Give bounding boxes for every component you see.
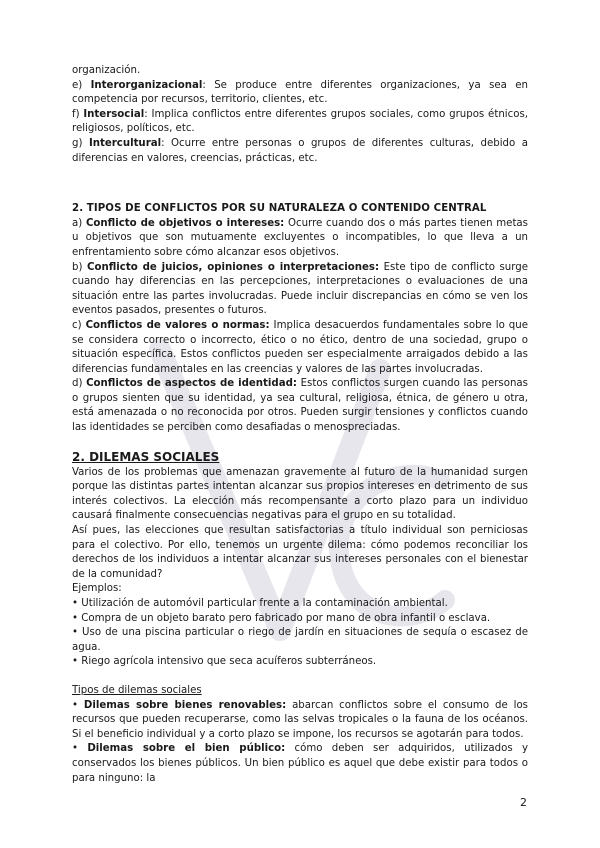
dilemas-paragraph-2: Así pues, las elecciones que resultan satisfactorias a título individual son perniciosas para el colectivo. Por ello, tenemos un urgente dilema: cómo podemos reconciliar los derechos de los individuos a intentar alcanzar sus intereses personales con el bienestar de la comunidad?	[72, 525, 528, 580]
section-heading-tipos: 2. TIPOS DE CONFLICTOS POR SU NATURALEZA O CONTENIDO CENTRAL	[72, 203, 487, 215]
tipos-item-a: a) Conflicto de objetivos o intereses: Ocurre cuando dos o más partes tienen metas u objetivos que son mutuamente excluyentes o incompatibles, lo que lleva a un enfrentamiento sobre cómo alcanzar esos objetivos.	[72, 217, 528, 258]
tipos-item-c: c) Conflictos de valores o normas: Implica desacuerdos fundamentales sobre lo que se considera correcto o incorrecto, ético o no ético, dentro de una sociedad, grupo o situación específica. Estos conflictos pueden ser especialmente arraigados debido a las diferencias fundamentales en las creencias y valores de las partes involucradas.	[72, 319, 528, 375]
page-number: 2	[520, 796, 527, 809]
tipos-dilemas-label: Tipos de dilemas sociales	[72, 684, 202, 696]
dilema-renovables: • Dilemas sobre bienes renovables: abarcan conflictos sobre el consumo de los recursos que pueden recuperarse, como las selvas tropicales o la fauna de los océanos. Si el beneficio individual y a corto plazo se impone, los recursos se agotarán para todos.	[72, 699, 528, 740]
ejemplos-label: Ejemplos:	[72, 583, 122, 595]
tipos-item-b: b) Conflicto de juicios, opiniones o interpretaciones: Este tipo de conflicto surge cuando hay diferencias en las percepciones, interpretaciones o evaluaciones de una situación entre las partes involucradas. Puede incluir discrepancias en cómo se ven los eventos pasados, presentes o futuros.	[72, 261, 528, 317]
list-continuation: organización.	[72, 65, 141, 76]
list-item-e: e) Interorganizacional: Se produce entre diferentes organizaciones, ya sea en competencia por recursos, territorio, clientes, etc.	[72, 79, 529, 106]
tipos-item-d: d) Conflictos de aspectos de identidad: Estos conflictos surgen cuando las personas o grupos sienten que su identidad, ya sea cultural, religiosa, étnica, de género u otra, está amenazada o no reconocida por otros. Pueden surgir tensiones y conflictos cuando las identidades se perciben como desafiadas o menospreciadas.	[72, 378, 528, 434]
ejemplo-item: • Utilización de automóvil particular frente a la contaminación ambiental.	[72, 598, 448, 609]
ejemplo-item: • Riego agrícola intensivo que seca acuíferos subterráneos.	[72, 656, 377, 668]
list-item-g: g) Intercultural: Ocurre entre personas o grupos de diferentes culturas, debido a diferencias en valores, creencias, prácticas, etc.	[72, 137, 528, 164]
ejemplo-item: • Compra de un objeto barato pero fabricado por mano de obra infantil o esclava.	[72, 612, 491, 624]
dilemas-paragraph-1: Varios de los problemas que amenazan gravemente al futuro de la humanidad surgen porque las distintas partes intentan alcanzar sus propios intereses en detrimento de sus interés colectivos. La elección más recompensante a corto plazo para un individuo causará finalmente consecuencias negativas para el grupo en su totalidad.	[72, 466, 528, 522]
dilema-bien-publico: • Dilemas sobre el bien público: cómo deben ser adquiridos, utilizados y conservados los bienes públicos. Un bien público es aquel que debe existir para todos o para ninguno: la	[72, 743, 528, 784]
section-heading-dilemas: 2. DILEMAS SOCIALES	[72, 449, 220, 464]
document-page	[72, 64, 528, 786]
ejemplo-item: • Uso de una piscina particular o riego de jardín en situaciones de sequía o escasez de agua.	[72, 627, 528, 653]
list-item-f: f) Intersocial: Implica conflictos entre diferentes grupos sociales, como grupos étnicos, religiosos, políticos, etc.	[72, 108, 528, 135]
